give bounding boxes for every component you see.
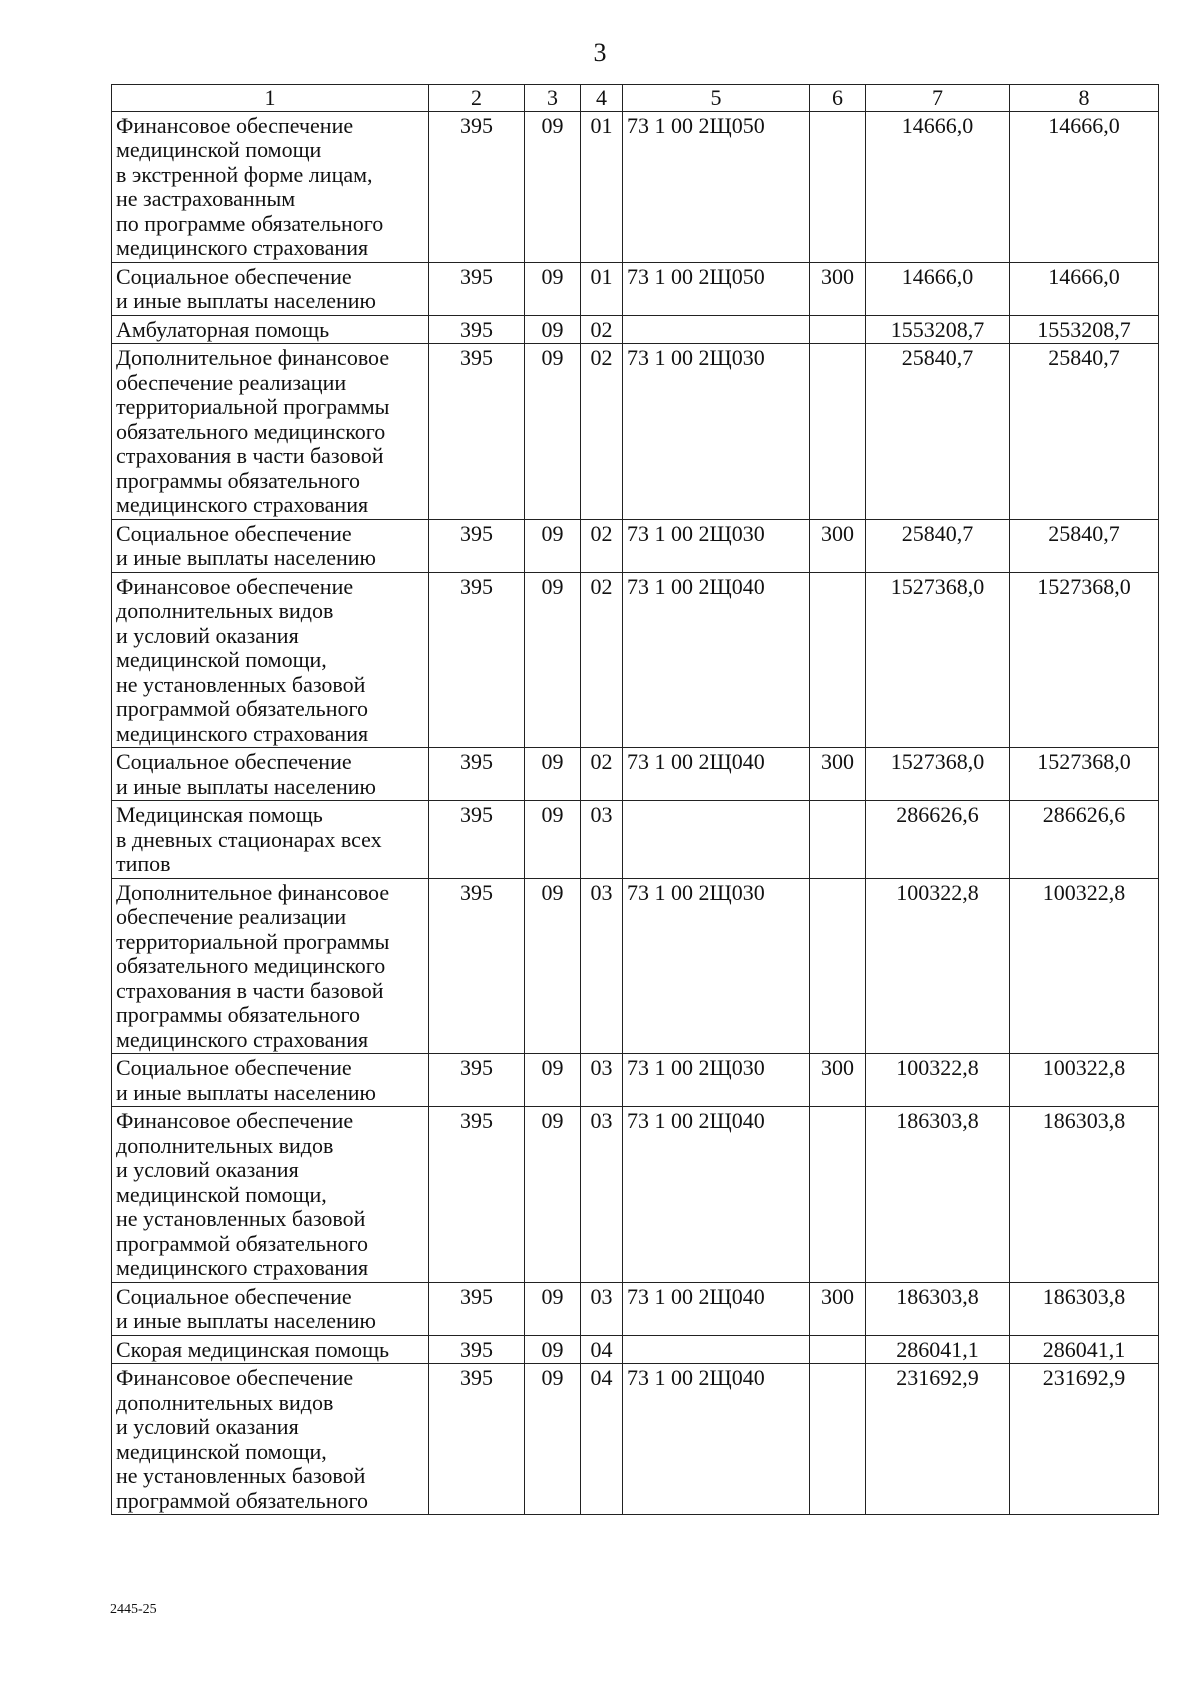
ministry-code-cell: 395 xyxy=(429,748,525,801)
amount-cell: 100322,8 xyxy=(866,878,1010,1054)
amount-cell: 186303,8 xyxy=(866,1282,1010,1335)
amount-total-cell: 25840,7 xyxy=(1010,519,1159,572)
amount-cell: 25840,7 xyxy=(866,519,1010,572)
section-code-cell: 09 xyxy=(525,572,581,748)
table-row xyxy=(112,315,1159,344)
expense-name-cell: Амбулаторная помощь xyxy=(112,315,429,344)
amount-cell: 14666,0 xyxy=(866,262,1010,315)
ministry-code-cell: 395 xyxy=(429,801,525,879)
expense-name-cell: Социальное обеспечение и иные выплаты населению xyxy=(112,262,429,315)
subsection-code-cell: 03 xyxy=(581,801,623,879)
expense-name-cell: Скорая медицинская помощь xyxy=(112,1335,429,1364)
header-cell-2: 2 xyxy=(429,85,525,112)
target-article-cell: 73 1 00 2Щ040 xyxy=(623,748,810,801)
amount-total-cell: 186303,8 xyxy=(1010,1282,1159,1335)
amount-cell: 100322,8 xyxy=(866,1054,1010,1107)
header-cell-6: 6 xyxy=(810,85,866,112)
header-cell-4: 4 xyxy=(581,85,623,112)
subsection-code-cell: 03 xyxy=(581,1107,623,1283)
target-article-cell xyxy=(623,1335,810,1364)
expense-name-cell: Социальное обеспечение и иные выплаты населению xyxy=(112,1282,429,1335)
table-row xyxy=(112,262,1159,315)
table-row xyxy=(112,1364,1159,1515)
amount-cell: 14666,0 xyxy=(866,111,1010,262)
table-row xyxy=(112,1107,1159,1283)
amount-total-cell: 14666,0 xyxy=(1010,262,1159,315)
expense-name-cell: Финансовое обеспечение дополнительных видов и условий оказания медицинской помощи, не установленных базовой программой обязательного медицинского страхования xyxy=(112,572,429,748)
subsection-code-cell: 03 xyxy=(581,878,623,1054)
amount-cell: 1527368,0 xyxy=(866,572,1010,748)
table-row xyxy=(112,1335,1159,1364)
expense-type-cell xyxy=(810,111,866,262)
expense-name-cell: Финансовое обеспечение дополнительных видов и условий оказания медицинской помощи, не установленных базовой программой обязательного xyxy=(112,1364,429,1515)
section-code-cell: 09 xyxy=(525,801,581,879)
ministry-code-cell: 395 xyxy=(429,878,525,1054)
subsection-code-cell: 03 xyxy=(581,1054,623,1107)
ministry-code-cell: 395 xyxy=(429,111,525,262)
expense-type-cell: 300 xyxy=(810,1282,866,1335)
ministry-code-cell: 395 xyxy=(429,344,525,520)
expense-type-cell: 300 xyxy=(810,262,866,315)
expense-name-cell: Социальное обеспечение и иные выплаты населению xyxy=(112,1054,429,1107)
subsection-code-cell: 02 xyxy=(581,315,623,344)
amount-cell: 186303,8 xyxy=(866,1107,1010,1283)
expense-name-cell: Дополнительное финансовое обеспечение реализации территориальной программы обязательного медицинского страхования в части базовой программы обязательного медицинского страхования xyxy=(112,878,429,1054)
amount-total-cell: 25840,7 xyxy=(1010,344,1159,520)
amount-total-cell: 1527368,0 xyxy=(1010,748,1159,801)
amount-total-cell: 1553208,7 xyxy=(1010,315,1159,344)
expense-type-cell: 300 xyxy=(810,748,866,801)
target-article-cell: 73 1 00 2Щ050 xyxy=(623,262,810,315)
expense-name-cell: Социальное обеспечение и иные выплаты населению xyxy=(112,748,429,801)
amount-total-cell: 286041,1 xyxy=(1010,1335,1159,1364)
expense-name-cell: Дополнительное финансовое обеспечение реализации территориальной программы обязательного медицинского страхования в части базовой программы обязательного медицинского страхования xyxy=(112,344,429,520)
target-article-cell: 73 1 00 2Щ030 xyxy=(623,519,810,572)
expense-type-cell xyxy=(810,315,866,344)
budget-table xyxy=(111,84,1159,1515)
subsection-code-cell: 04 xyxy=(581,1335,623,1364)
document-code: 2445-25 xyxy=(110,1602,157,1617)
amount-total-cell: 1527368,0 xyxy=(1010,572,1159,748)
subsection-code-cell: 01 xyxy=(581,262,623,315)
amount-cell: 231692,9 xyxy=(866,1364,1010,1515)
section-code-cell: 09 xyxy=(525,262,581,315)
amount-total-cell: 186303,8 xyxy=(1010,1107,1159,1283)
target-article-cell: 73 1 00 2Щ030 xyxy=(623,344,810,520)
ministry-code-cell: 395 xyxy=(429,1054,525,1107)
subsection-code-cell: 02 xyxy=(581,572,623,748)
section-code-cell: 09 xyxy=(525,519,581,572)
ministry-code-cell: 395 xyxy=(429,1282,525,1335)
subsection-code-cell: 01 xyxy=(581,111,623,262)
table-row xyxy=(112,1054,1159,1107)
target-article-cell: 73 1 00 2Щ030 xyxy=(623,878,810,1054)
expense-name-cell: Медицинская помощь в дневных стационарах всех типов xyxy=(112,801,429,879)
target-article-cell: 73 1 00 2Щ040 xyxy=(623,1282,810,1335)
ministry-code-cell: 395 xyxy=(429,1364,525,1515)
table-body xyxy=(112,111,1159,1515)
subsection-code-cell: 04 xyxy=(581,1364,623,1515)
section-code-cell: 09 xyxy=(525,111,581,262)
amount-cell: 1553208,7 xyxy=(866,315,1010,344)
table-row xyxy=(112,748,1159,801)
amount-cell: 286626,6 xyxy=(866,801,1010,879)
ministry-code-cell: 395 xyxy=(429,572,525,748)
expense-name-cell: Финансовое обеспечение дополнительных видов и условий оказания медицинской помощи, не установленных базовой программой обязательного медицинского страхования xyxy=(112,1107,429,1283)
ministry-code-cell: 395 xyxy=(429,262,525,315)
header-cell-3: 3 xyxy=(525,85,581,112)
expense-type-cell xyxy=(810,801,866,879)
table-row xyxy=(112,878,1159,1054)
table-row xyxy=(112,344,1159,520)
section-code-cell: 09 xyxy=(525,1054,581,1107)
expense-type-cell xyxy=(810,878,866,1054)
subsection-code-cell: 02 xyxy=(581,748,623,801)
expense-type-cell xyxy=(810,572,866,748)
expense-type-cell xyxy=(810,344,866,520)
header-cell-1: 1 xyxy=(112,85,429,112)
header-cell-7: 7 xyxy=(866,85,1010,112)
section-code-cell: 09 xyxy=(525,1107,581,1283)
expense-name-cell: Социальное обеспечение и иные выплаты населению xyxy=(112,519,429,572)
section-code-cell: 09 xyxy=(525,315,581,344)
expense-type-cell xyxy=(810,1335,866,1364)
target-article-cell: 73 1 00 2Щ040 xyxy=(623,1107,810,1283)
expense-type-cell xyxy=(810,1364,866,1515)
ministry-code-cell: 395 xyxy=(429,1107,525,1283)
header-cell-5: 5 xyxy=(623,85,810,112)
section-code-cell: 09 xyxy=(525,748,581,801)
subsection-code-cell: 03 xyxy=(581,1282,623,1335)
target-article-cell xyxy=(623,801,810,879)
target-article-cell: 73 1 00 2Щ040 xyxy=(623,572,810,748)
ministry-code-cell: 395 xyxy=(429,315,525,344)
amount-cell: 25840,7 xyxy=(866,344,1010,520)
page-number: 3 xyxy=(593,38,607,67)
amount-total-cell: 286626,6 xyxy=(1010,801,1159,879)
section-code-cell: 09 xyxy=(525,878,581,1054)
amount-total-cell: 231692,9 xyxy=(1010,1364,1159,1515)
ministry-code-cell: 395 xyxy=(429,1335,525,1364)
table-row xyxy=(112,572,1159,748)
amount-total-cell: 100322,8 xyxy=(1010,1054,1159,1107)
target-article-cell: 73 1 00 2Щ040 xyxy=(623,1364,810,1515)
section-code-cell: 09 xyxy=(525,1364,581,1515)
amount-cell: 1527368,0 xyxy=(866,748,1010,801)
table-row xyxy=(112,1282,1159,1335)
expense-type-cell: 300 xyxy=(810,519,866,572)
expense-type-cell xyxy=(810,1107,866,1283)
subsection-code-cell: 02 xyxy=(581,519,623,572)
section-code-cell: 09 xyxy=(525,1335,581,1364)
target-article-cell: 73 1 00 2Щ030 xyxy=(623,1054,810,1107)
section-code-cell: 09 xyxy=(525,344,581,520)
subsection-code-cell: 02 xyxy=(581,344,623,520)
table-header-row xyxy=(112,85,1159,112)
ministry-code-cell: 395 xyxy=(429,519,525,572)
amount-cell: 286041,1 xyxy=(866,1335,1010,1364)
amount-total-cell: 14666,0 xyxy=(1010,111,1159,262)
expense-type-cell: 300 xyxy=(810,1054,866,1107)
target-article-cell: 73 1 00 2Щ050 xyxy=(623,111,810,262)
table-row xyxy=(112,519,1159,572)
expense-name-cell: Финансовое обеспечение медицинской помощи в экстренной форме лицам, не застрахованным по программе обязательного медицинского страхования xyxy=(112,111,429,262)
amount-total-cell: 100322,8 xyxy=(1010,878,1159,1054)
section-code-cell: 09 xyxy=(525,1282,581,1335)
table-row xyxy=(112,801,1159,879)
target-article-cell xyxy=(623,315,810,344)
table-row xyxy=(112,111,1159,262)
header-cell-8: 8 xyxy=(1010,85,1159,112)
